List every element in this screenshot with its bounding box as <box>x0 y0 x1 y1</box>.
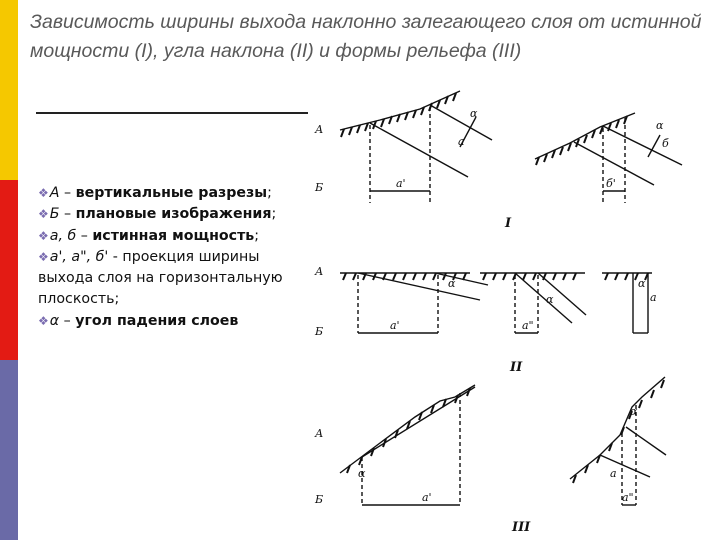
relief-hatching <box>536 116 627 165</box>
projection-label: а" <box>522 319 534 332</box>
slide-title: Зависимость ширины выхода наклонно залегающего слоя от истинной мощности (I), угла наклона (II) и формы рельефа (III) <box>30 11 702 62</box>
alpha-label: α <box>358 467 366 480</box>
alpha-label: α <box>470 107 478 120</box>
legend-item-b: ❖Б – плановые изображения; <box>38 206 277 223</box>
relief-surface <box>535 113 635 159</box>
section-label-2: II <box>510 360 523 375</box>
section-3 <box>340 377 666 505</box>
relief-surface <box>340 91 460 130</box>
projection-label: а' <box>396 177 406 190</box>
legend-item-thickness: ❖а, б – истинная мощность; <box>38 227 260 244</box>
accent-bar-purple <box>0 360 18 540</box>
section-label-1: I <box>505 216 512 231</box>
layer-floor-line <box>626 427 666 455</box>
section-label-3: III <box>512 520 531 535</box>
relief-hatching <box>483 273 576 280</box>
diamond-check-bullet-icon: ❖ <box>38 186 49 200</box>
row-label-a: А <box>315 265 324 278</box>
section-2 <box>340 273 652 333</box>
diamond-check-bullet-icon: ❖ <box>38 249 49 264</box>
alpha-label: α <box>638 277 646 290</box>
layer-roof-line <box>515 273 572 323</box>
layer-roof-line <box>370 123 468 177</box>
alpha-label: α <box>656 119 664 132</box>
layer-floor-line <box>603 126 682 165</box>
accent-bar-red <box>0 180 18 360</box>
title-divider <box>36 112 308 114</box>
alpha-label: α <box>630 405 638 418</box>
projection-label: а' <box>390 319 400 332</box>
thickness-label: а <box>650 291 657 304</box>
geology-diagram <box>310 85 710 540</box>
legend-item-a: ❖А – вертикальные разрезы; <box>38 185 272 201</box>
thickness-label: а <box>610 467 617 480</box>
alpha-label: α <box>448 277 456 290</box>
row-label-b: Б <box>315 325 324 338</box>
projection-label: а' <box>422 491 432 504</box>
row-label-a: А <box>315 123 324 136</box>
legend-item-projection: ❖а', а", б' - проекция ширины выхода слоя на горизонтальную плоскость; <box>38 248 283 308</box>
projection-label: а" <box>622 491 634 504</box>
legend-item-angle: ❖α – угол падения слоев <box>38 312 239 329</box>
diamond-check-bullet-icon: ❖ <box>38 207 49 222</box>
thickness-label: а <box>458 135 465 148</box>
accent-bar-yellow <box>0 0 18 180</box>
row-label-b: Б <box>315 493 324 506</box>
row-label-a: А <box>315 427 324 440</box>
layer-roof-line <box>358 273 480 300</box>
layer-roof-line <box>362 387 475 457</box>
alpha-label: α <box>546 293 554 306</box>
thickness-label: б <box>662 137 669 150</box>
relief-hatching <box>573 380 664 483</box>
layer-roof-line <box>600 455 650 477</box>
legend-list <box>38 183 318 332</box>
relief-surface <box>570 377 665 479</box>
row-label-b: Б <box>315 181 324 194</box>
diamond-check-bullet-icon: ❖ <box>38 313 49 328</box>
projection-label: б' <box>606 177 616 190</box>
diamond-check-bullet-icon: ❖ <box>38 228 49 243</box>
